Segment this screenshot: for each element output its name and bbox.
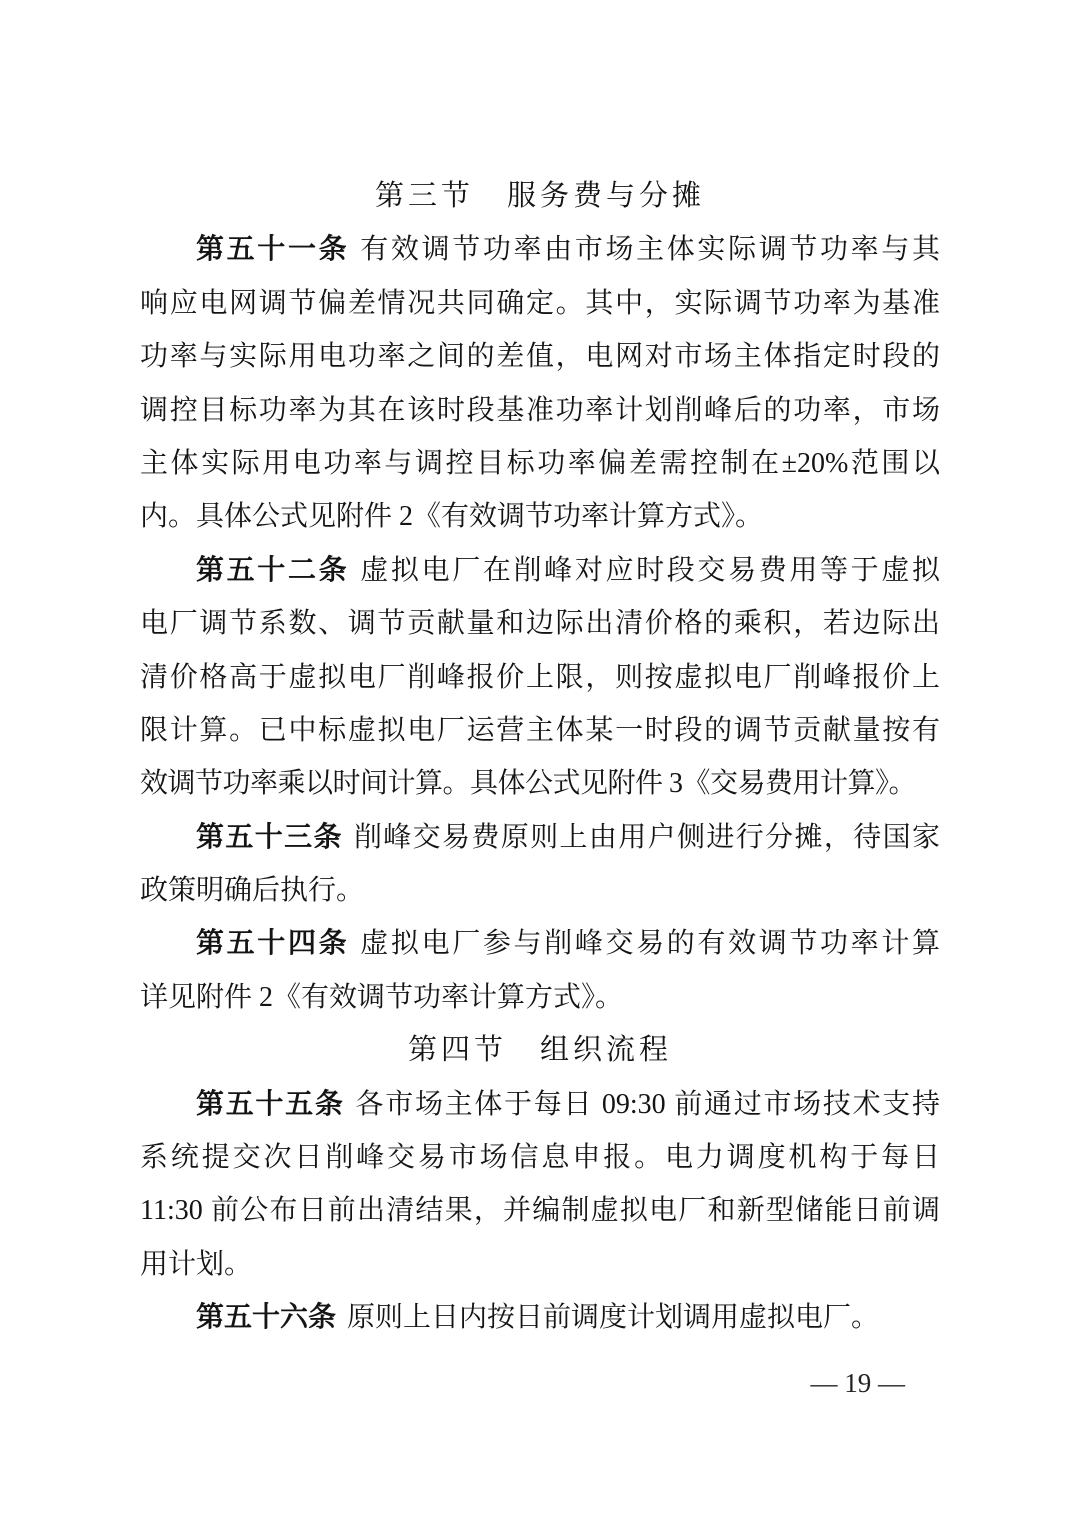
- article-number: 第五十六条: [196, 1302, 337, 1334]
- paragraph-line: [140, 330, 940, 383]
- paragraph-text: 用计划。: [140, 1248, 253, 1280]
- paragraph-text: 效调节功率乘以时间计算。具体公式见附件 3《交易费用计算》。: [140, 768, 917, 800]
- paragraph-line: [140, 651, 940, 704]
- article-number: 第五十一条: [196, 234, 350, 266]
- paragraph-text: 主体实际用电功率与调控目标功率偏差需控制在±20%范围以: [140, 447, 940, 479]
- section-heading-4: [140, 1024, 940, 1077]
- paragraph-line: [140, 864, 940, 917]
- paragraph-line: [140, 544, 940, 597]
- paragraph-line: [140, 597, 940, 650]
- paragraph-text: 虚拟电厂在削峰对应时段交易费用等于虚拟: [360, 554, 940, 586]
- paragraph-text: 清价格高于虚拟电厂削峰报价上限，则按虚拟电厂削峰报价上: [140, 661, 940, 693]
- paragraph-line: [140, 1078, 940, 1131]
- paragraph-text: 内。具体公式见附件 2《有效调节功率计算方式》。: [140, 501, 764, 533]
- paragraph-line: [140, 490, 940, 543]
- paragraph-text: 各市场主体于每日 09:30 前通过市场技术支持: [355, 1088, 940, 1120]
- paragraph-text: 原则上日内按日前调度计划调用虚拟电厂。: [347, 1302, 880, 1334]
- article-number: 第五十三条: [196, 821, 343, 853]
- paragraph-line: [140, 437, 940, 490]
- paragraph-text: 响应电网调节偏差情况共同确定。其中，实际调节功率为基准: [140, 287, 940, 319]
- paragraph-text: 电厂调节系数、调节贡献量和边际出清价格的乘积，若边际出: [140, 608, 940, 640]
- paragraph-line: [140, 384, 940, 437]
- paragraph-text: 系统提交次日削峰交易市场信息申报。电力调度机构于每日: [140, 1142, 940, 1174]
- paragraph-line: [140, 757, 940, 810]
- section-heading-text: 第三节 服务费与分摊: [374, 180, 705, 212]
- document-body: [140, 170, 940, 1410]
- section-heading-3: [140, 170, 940, 223]
- paragraph-line: [140, 704, 940, 757]
- paragraph-line: [140, 1238, 940, 1291]
- paragraph-text: 有效调节功率由市场主体实际调节功率与其: [360, 234, 940, 266]
- paragraph-text: 调控目标功率为其在该时段基准功率计划削峰后的功率，市场: [140, 394, 940, 426]
- paragraph-text: 政策明确后执行。: [140, 875, 365, 907]
- paragraph-text: 虚拟电厂参与削峰交易的有效调节功率计算: [360, 928, 940, 960]
- paragraph-line: [140, 223, 940, 276]
- paragraph-line: [140, 971, 940, 1024]
- article-number: 第五十二条: [196, 554, 350, 586]
- paragraph-text: 11:30 前公布日前出清结果，并编制虚拟电厂和新型储能日前调: [140, 1195, 940, 1227]
- paragraph-text: 功率与实际用电功率之间的差值，电网对市场主体指定时段的: [140, 341, 940, 373]
- page-number: — 19 —: [810, 1367, 905, 1398]
- paragraph-line: [140, 1291, 940, 1344]
- article-number: 第五十五条: [196, 1088, 345, 1120]
- paragraph-line: [140, 277, 940, 330]
- paragraph-text: 限计算。已中标虚拟电厂运营主体某一时段的调节贡献量按有: [140, 714, 940, 746]
- paragraph-line: [140, 917, 940, 970]
- paragraph-line: [140, 1184, 940, 1237]
- section-heading-text: 第四节 组织流程: [407, 1034, 672, 1067]
- paragraph-line: [140, 1131, 940, 1184]
- paragraph-text: 削峰交易费原则上由用户侧进行分摊，待国家: [353, 821, 940, 853]
- article-number: 第五十四条: [196, 928, 350, 960]
- paragraph-line: [140, 811, 940, 864]
- paragraph-text: 详见附件 2《有效调节功率计算方式》。: [140, 981, 624, 1013]
